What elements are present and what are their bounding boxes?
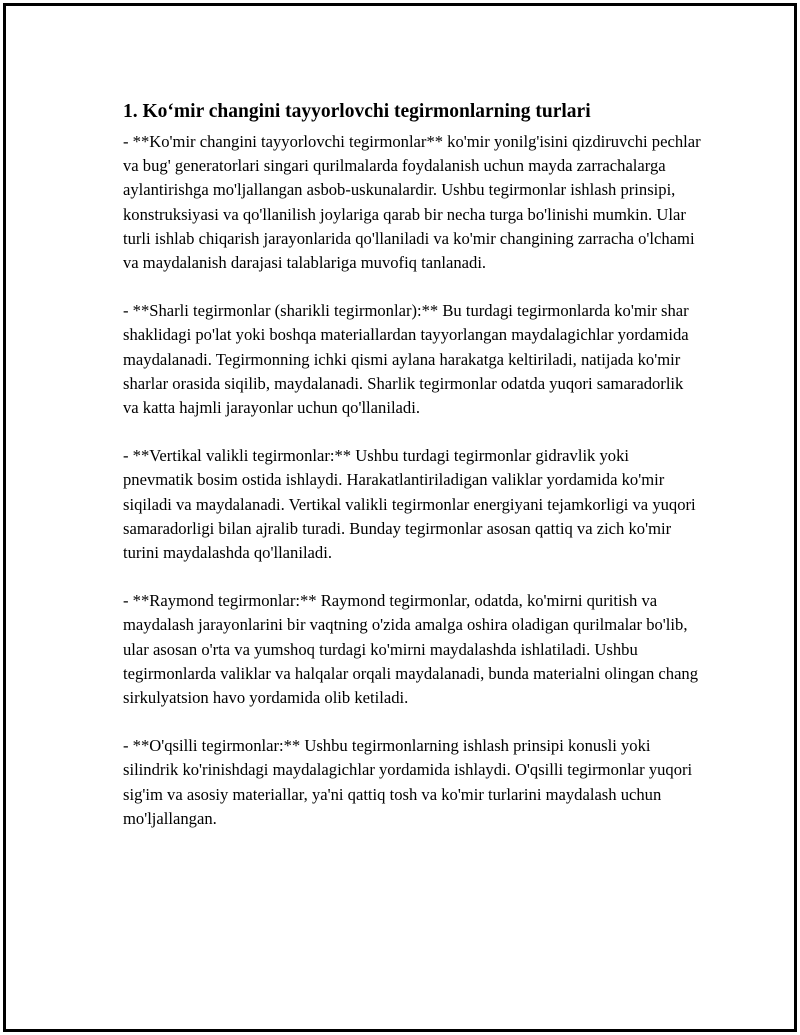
document-body — [123, 98, 703, 855]
paragraph-ball-mills: - **Sharli tegirmonlar (sharikli tegirmonlar):** Bu turdagi tegirmonlarda ko'mir shar shaklidagi po'lat yoki boshqa materiallardan tayyorlangan maydalagichlar yordamida maydalanadi. Tegirmonning ichki qismi aylana harakatga keltiriladi, natijada ko'mir sharlar orasida siqilib, maydalanadi. Sharlik tegirmonlar odatda yuqori samaradorlik va katta hajmli jarayonlar uchun qo'llaniladi. — [123, 301, 689, 418]
paragraph-vertical-roller-mills: - **Vertikal valikli tegirmonlar:** Ushbu turdagi tegirmonlar gidravlik yoki pnevmatik bosim ostida ishlaydi. Harakatlantiriladigan valiklar yordamida ko'mir siqiladi va maydalanadi. Vertikal valikli tegirmonlar energiyani tejamkorligi va yuqori samaradorligi bilan ajralib turadi. Bunday tegirmonlar asosan qattiq va zich ko'mir turini maydalashda qo'llaniladi. — [123, 446, 696, 563]
paragraph-overview: - **Ko'mir changini tayyorlovchi tegirmonlar** ko'mir yonilg'isini qizdiruvchi pechlar va bug' generatorlari singari qurilmalarda foydalanish uchun mayda zarrachalarga aylantirishga mo'ljallangan asbob-uskunalardir. Ushbu tegirmonlar ishlash prinsipi, konstruksiyasi va qo'llanilish joylariga qarab bir necha turga bo'linishi mumkin. Ular turli ishlab chiqarish jarayonlarida qo'llaniladi va ko'mir changining zarracha o'lchami va maydalanish darajasi talablariga muvofiq tanlanadi. — [123, 132, 701, 273]
paragraph-raymond-mills: - **Raymond tegirmonlar:** Raymond tegirmonlar, odatda, ko'mirni quritish va maydalash jarayonlarini bir vaqtning o'zida amalga oshira oladigan qurilmalar bo'lib, ular asosan o'rta va yumshoq turdagi ko'mirni maydalashda ishlatiladi. Ushbu tegirmonlarda valiklar va halqalar orqali maydalanadi, bunda materialni olingan chang sirkulyatsion havo yordamida olib ketiladi. — [123, 591, 699, 708]
document-title: 1. Ko‘mir changini tayyorlovchi tegirmonlarning turlari — [123, 101, 591, 122]
paragraph-shaft-mills: - **O'qsilli tegirmonlar:** Ushbu tegirmonlarning ishlash prinsipi konusli yoki silindrik ko'rinishdagi maydalagichlar yordamida ishlaydi. O'qsilli tegirmonlar yuqori sig'im va asosiy materiallar, ya'ni qattiq tosh va ko'mir turlarini maydalash uchun mo'ljallangan. — [123, 736, 693, 828]
page-frame — [3, 3, 797, 1032]
